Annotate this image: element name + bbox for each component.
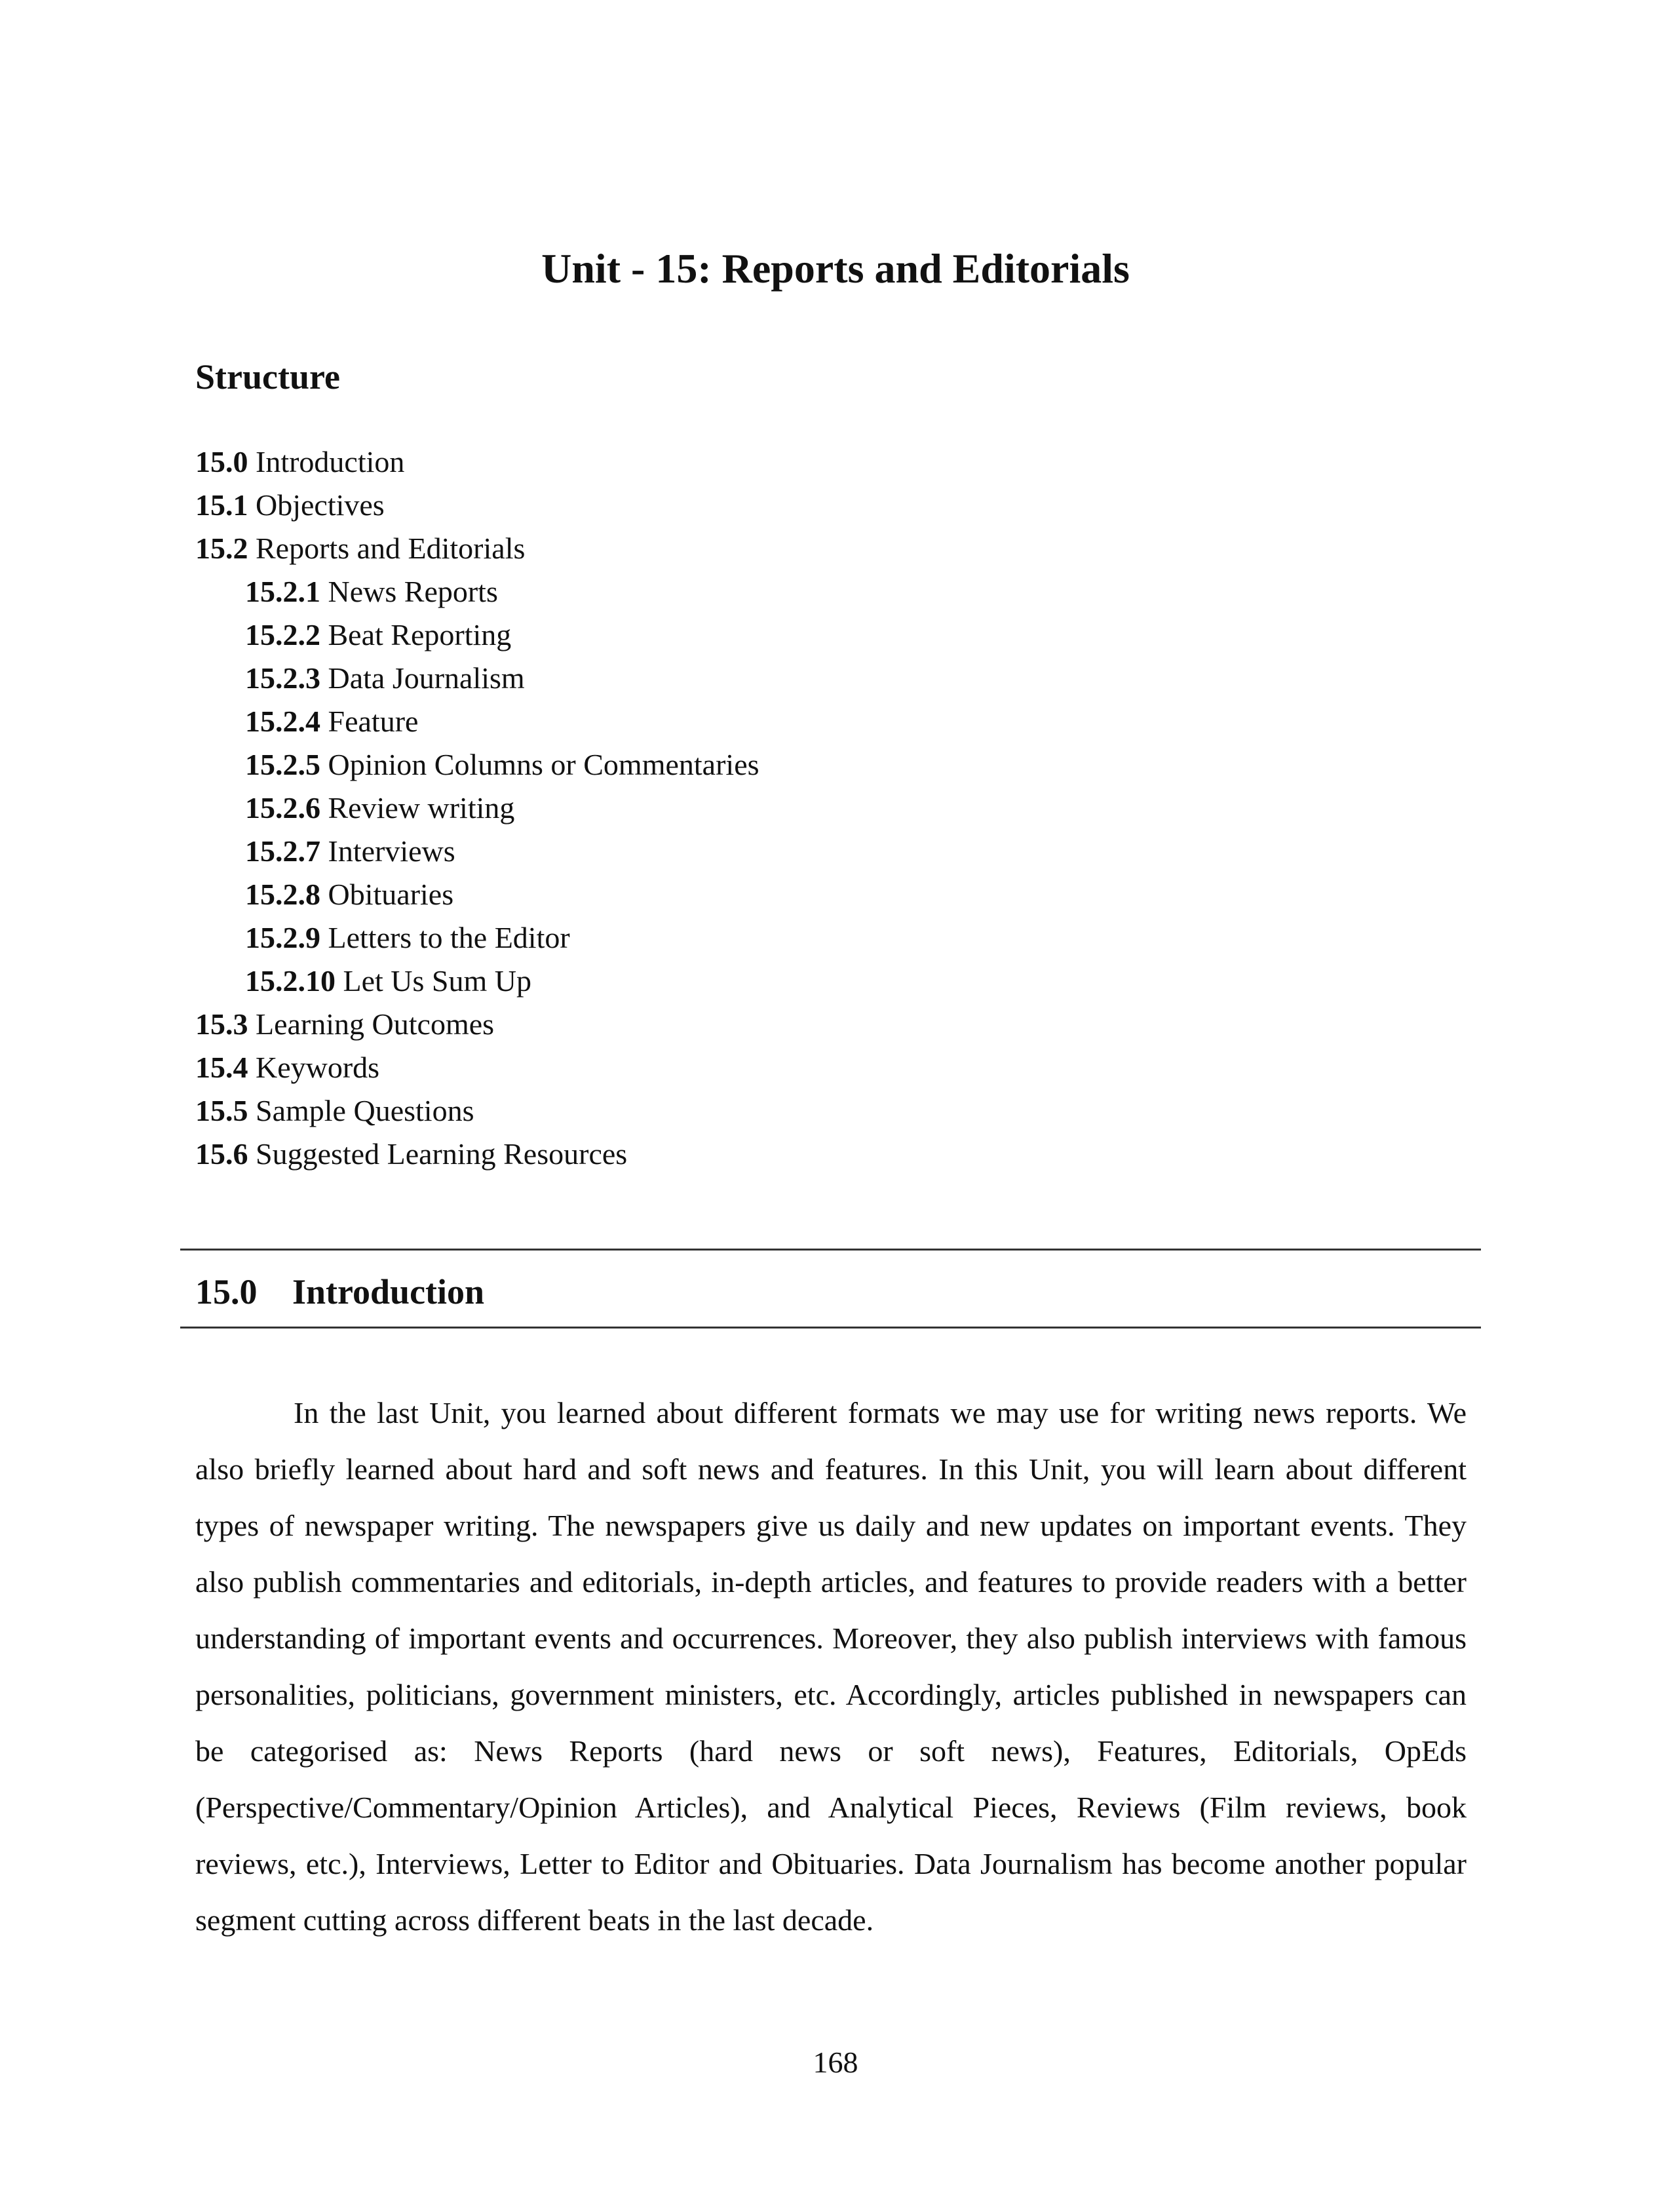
toc-item-label: Beat Reporting	[320, 618, 512, 651]
toc-subitem	[195, 960, 759, 1003]
toc-subitem	[195, 657, 759, 700]
toc-item	[195, 1046, 759, 1089]
toc-item-number: 15.2	[195, 532, 248, 565]
section-heading	[195, 1270, 484, 1313]
toc-item-label: Introduction	[248, 445, 405, 478]
toc-item-label: Keywords	[248, 1051, 380, 1084]
toc-item-label: Letters to the Editor	[320, 921, 570, 954]
toc-subitem	[195, 916, 759, 960]
toc-subitem	[195, 613, 759, 657]
toc-item-number: 15.2.10	[245, 964, 336, 998]
toc-item	[195, 1089, 759, 1133]
toc-item-label: Let Us Sum Up	[336, 964, 531, 998]
toc-item	[195, 484, 759, 527]
toc-item-number: 15.2.3	[245, 661, 320, 695]
toc-item-number: 15.2.9	[245, 921, 320, 954]
toc-item	[195, 440, 759, 484]
toc-item-number: 15.0	[195, 445, 248, 478]
section-rule-bottom	[180, 1327, 1481, 1329]
introduction-paragraph: In the last Unit, you learned about different formats we may use for writing news reports. We also briefly learned about hard and soft news and features. In this Unit, you will learn about different types of newspaper writing. The newspapers give us daily and new updates on important events. They also publish commentaries and editorials, in-depth articles, and features to provide readers with a better understanding of important events and occurrences. Moreover, they also publish interviews with famous personalities, politicians, government ministers, etc. Accordingly, articles published in newspapers can be categorised as: News Reports (hard news or soft news), Features, Editorials, OpEds (Perspective/Commentary/Opinion Articles), and Analytical Pieces, Reviews (Film reviews, book reviews, etc.), Interviews, Letter to Editor and Obituaries. Data Journalism has become another popular segment cutting across different beats in the last decade.	[195, 1396, 1467, 1937]
page-number: 168	[813, 2046, 858, 2079]
toc-item-number: 15.2.1	[245, 575, 320, 608]
toc-item-number: 15.2.4	[245, 705, 320, 738]
toc-item-label: Feature	[320, 705, 419, 738]
structure-heading: Structure	[195, 357, 340, 397]
section-title: Introduction	[292, 1272, 485, 1311]
toc-item-number: 15.2.2	[245, 618, 320, 651]
toc-item	[195, 1133, 759, 1176]
toc-item	[195, 527, 759, 570]
toc-subitem	[195, 873, 759, 916]
toc-subitem	[195, 570, 759, 613]
toc-item-number: 15.3	[195, 1007, 248, 1041]
toc-subitem	[195, 743, 759, 786]
toc-item-number: 15.4	[195, 1051, 248, 1084]
toc-item-label: Objectives	[248, 488, 385, 522]
toc-item-number: 15.2.5	[245, 748, 320, 781]
toc-subitem	[195, 830, 759, 873]
toc-item-label: Obituaries	[320, 878, 454, 911]
page-title: Unit - 15: Reports and Editorials	[541, 245, 1130, 292]
toc-item-label: Interviews	[320, 834, 455, 868]
toc-item	[195, 1003, 759, 1046]
toc-item-number: 15.2.7	[245, 834, 320, 868]
toc-item-number: 15.5	[195, 1094, 248, 1127]
toc-item-number: 15.1	[195, 488, 248, 522]
toc-subitem	[195, 786, 759, 830]
toc-item-number: 15.6	[195, 1137, 248, 1171]
section-rule-top	[180, 1249, 1481, 1251]
toc-item-number: 15.2.6	[245, 791, 320, 825]
toc-item-label: Sample Questions	[248, 1094, 474, 1127]
toc-item-number: 15.2.8	[245, 878, 320, 911]
section-number: 15.0	[195, 1272, 258, 1311]
table-of-contents	[195, 440, 759, 1176]
toc-item-label: Opinion Columns or Commentaries	[320, 748, 759, 781]
toc-subitem	[195, 700, 759, 743]
toc-item-label: Suggested Learning Resources	[248, 1137, 628, 1171]
toc-item-label: Data Journalism	[320, 661, 525, 695]
toc-item-label: Reports and Editorials	[248, 532, 526, 565]
toc-item-label: Learning Outcomes	[248, 1007, 495, 1041]
toc-item-label: Review writing	[320, 791, 515, 825]
toc-item-label: News Reports	[320, 575, 498, 608]
